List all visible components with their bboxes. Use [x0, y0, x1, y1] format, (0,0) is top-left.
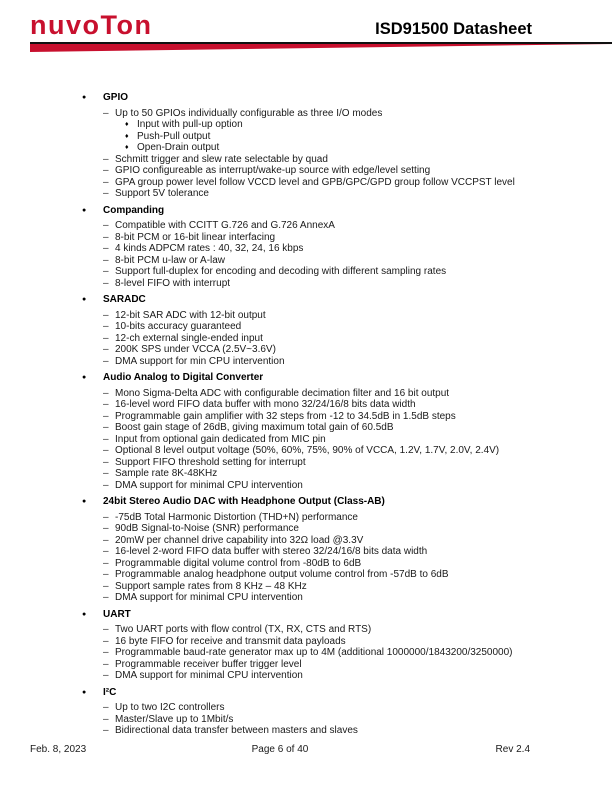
bullet-icon: ●	[82, 374, 87, 381]
dash-icon: –	[103, 647, 109, 658]
feature-item	[82, 266, 582, 278]
dash-icon: –	[103, 468, 109, 479]
dash-icon: –	[103, 624, 109, 635]
section-heading	[82, 92, 582, 104]
feature-item-text: 16-level 2-word FIFO data buffer with stereo 32/24/16/8 bits data width	[115, 546, 428, 557]
footer-page-number: Page 6 of 40	[251, 744, 309, 755]
dash-icon: –	[103, 422, 109, 433]
feature-section	[82, 294, 582, 367]
page-header	[0, 0, 612, 39]
feature-item-text: DMA support for minimal CPU intervention	[115, 670, 303, 681]
dash-icon: –	[103, 254, 109, 266]
feature-item-text: GPIO configureable as interrupt/wake-up source with edge/level setting	[115, 165, 431, 176]
bullet-icon: ●	[82, 688, 87, 696]
feature-item	[82, 636, 582, 648]
feature-item	[82, 422, 582, 434]
feature-item-text: Optional 8 level output voltage (50%, 60%, 75%, 90% of VCCA, 1.2V, 1.7V, 2.0V, 2.4V)	[115, 445, 500, 456]
dash-icon: –	[103, 266, 109, 277]
dash-icon: –	[103, 445, 109, 456]
feature-item	[82, 445, 582, 457]
feature-item	[82, 321, 582, 333]
feature-item-text: 90dB Signal-to-Noise (SNR) performance	[115, 523, 299, 534]
dash-icon: –	[103, 713, 109, 725]
feature-item-text: Sample rate 8K-48KHz	[115, 468, 218, 479]
feature-item	[82, 670, 582, 682]
feature-item-text: DMA support for minimal CPU intervention	[115, 479, 303, 491]
feature-item	[82, 457, 582, 469]
section-heading	[82, 372, 582, 384]
feature-item	[82, 535, 582, 547]
feature-item	[82, 165, 582, 177]
dash-icon: –	[103, 387, 109, 399]
feature-item-text: Programmable baud-rate generator max up to 4M (additional 1000000/1843200/3250000)	[115, 647, 513, 658]
section-title: SARADC	[103, 294, 146, 305]
feature-item-text: Support sample rates from 8 KHz – 48 KHz	[115, 580, 307, 592]
dash-icon: –	[103, 592, 109, 603]
feature-item-text: Boost gain stage of 26dB, giving maximum total gain of 60.5dB	[115, 422, 394, 433]
feature-item	[82, 177, 582, 189]
feature-item	[82, 468, 582, 480]
diamond-icon: ♦	[125, 144, 129, 151]
feature-item	[82, 388, 582, 400]
feature-item-text: Master/Slave up to 1Mbit/s	[115, 713, 234, 725]
section-title: Companding	[103, 204, 165, 216]
feature-item	[82, 243, 582, 255]
feature-item	[82, 592, 582, 604]
section-title: GPIO	[103, 92, 129, 103]
dash-icon: –	[103, 410, 109, 422]
bullet-icon: ●	[82, 206, 87, 214]
dash-icon: –	[103, 188, 109, 199]
bullet-icon: ●	[82, 296, 87, 303]
dash-icon: –	[103, 523, 109, 534]
feature-item	[82, 546, 582, 558]
dash-icon: –	[103, 107, 109, 119]
dash-icon: –	[103, 332, 109, 344]
feature-item-text: Mono Sigma-Delta ADC with configurable decimation filter and 16 bit output	[115, 387, 450, 399]
feature-item	[82, 702, 582, 714]
section-title: UART	[103, 608, 131, 620]
feature-subitem-text: Push-Pull output	[137, 130, 211, 142]
dash-icon: –	[103, 557, 109, 569]
section-title: 24bit Stereo Audio DAC with Headphone Output (Class-AB)	[103, 496, 385, 507]
feature-section	[82, 496, 582, 604]
feature-item-text: Programmable gain amplifier with 32 steps from -12 to 34.5dB in 1.5dB steps	[115, 410, 456, 422]
dash-icon: –	[103, 456, 109, 468]
feature-item-text: 10-bits accuracy guaranteed	[115, 321, 242, 332]
dash-icon: –	[103, 165, 109, 176]
section-heading	[82, 687, 582, 699]
feature-item	[82, 356, 582, 368]
feature-item-text: 8-level FIFO with interrupt	[115, 277, 231, 289]
feature-item-text: Programmable digital volume control from -80dB to 6dB	[115, 557, 362, 569]
feature-subitem	[82, 142, 582, 154]
section-heading	[82, 496, 582, 508]
dash-icon: –	[103, 546, 109, 557]
dash-icon: –	[103, 277, 109, 289]
feature-item	[82, 154, 582, 166]
feature-item-text: 12-ch external single-ended input	[115, 332, 263, 344]
feature-item-text: 12-bit SAR ADC with 12-bit output	[115, 309, 266, 321]
section-heading	[82, 609, 582, 621]
diamond-icon: ♦	[125, 132, 129, 140]
section-title: Audio Analog to Digital Converter	[103, 372, 264, 383]
feature-item	[82, 512, 582, 524]
feature-item-text: Up to two I2C controllers	[115, 702, 225, 713]
feature-item	[82, 647, 582, 659]
feature-item	[82, 659, 582, 671]
feature-item	[82, 558, 582, 570]
dash-icon: –	[103, 580, 109, 592]
dash-icon: –	[103, 479, 109, 491]
feature-item	[82, 232, 582, 244]
feature-item	[82, 581, 582, 593]
feature-item	[82, 108, 582, 120]
header-rule-group	[30, 42, 612, 52]
feature-item-text: Two UART ports with flow control (TX, RX, CTS and RTS)	[115, 624, 372, 635]
feature-item-text: 16-level word FIFO data buffer with mono 32/24/16/8 bits data width	[115, 399, 416, 410]
dash-icon: –	[103, 355, 109, 367]
feature-item	[82, 714, 582, 726]
feature-item-text: Programmable receiver buffer trigger level	[115, 658, 302, 670]
dash-icon: –	[103, 243, 109, 254]
dash-icon: –	[103, 658, 109, 670]
feature-item	[82, 255, 582, 267]
feature-item	[82, 624, 582, 636]
content	[0, 52, 612, 737]
dash-icon: –	[103, 511, 109, 523]
feature-item-text: 20mW per channel drive capability into 32Ω load @3.3V	[115, 534, 364, 546]
feature-subitem-text: Input with pull-up option	[137, 119, 243, 130]
feature-item-text: 8-bit PCM u-law or A-law	[115, 254, 226, 266]
feature-item-text: Input from optional gain dedicated from MIC pin	[115, 433, 326, 445]
feature-subitem	[82, 119, 582, 131]
feature-item-text: Bidirectional data transfer between masters and slaves	[115, 725, 358, 736]
feature-item-text: Schmitt trigger and slew rate selectable by quad	[115, 153, 328, 165]
nuvoton-logo: nuvoTon	[30, 10, 153, 40]
feature-item	[82, 725, 582, 737]
feature-item-text: Up to 50 GPIOs individually configurable as three I/O modes	[115, 107, 383, 119]
feature-section	[82, 205, 582, 290]
feature-subitem	[82, 131, 582, 143]
dash-icon: –	[103, 220, 109, 231]
dash-icon: –	[103, 702, 109, 713]
feature-item-text: 16 byte FIFO for receive and transmit data payloads	[115, 635, 346, 647]
feature-item-text: DMA support for minimal CPU intervention	[115, 592, 303, 603]
feature-item-text: Compatible with CCITT G.726 and G.726 AnnexA	[115, 220, 335, 231]
feature-item-text: Support full-duplex for encoding and decoding with different sampling rates	[115, 266, 447, 277]
dash-icon: –	[103, 433, 109, 445]
dash-icon: –	[103, 176, 109, 188]
diamond-icon: ♦	[125, 121, 129, 128]
feature-section	[82, 372, 582, 491]
feature-section	[82, 92, 582, 200]
dash-icon: –	[103, 534, 109, 546]
dash-icon: –	[103, 231, 109, 243]
feature-section	[82, 687, 582, 737]
feature-section	[82, 609, 582, 682]
dash-icon: –	[103, 344, 109, 355]
feature-item	[82, 399, 582, 411]
feature-item-text: Support 5V tolerance	[115, 188, 209, 199]
feature-item-text: GPA group power level follow VCCD level and GPB/GPC/GPD group follow VCCPST level	[115, 176, 515, 188]
footer-revision: Rev 2.4	[495, 744, 531, 755]
feature-item	[82, 480, 582, 492]
feature-item-text: 200K SPS under VCCA (2.5V~3.6V)	[115, 344, 276, 355]
feature-item-text: -75dB Total Harmonic Distortion (THD+N) performance	[115, 511, 358, 523]
section-heading	[82, 205, 582, 217]
section-title: I²C	[103, 686, 117, 698]
dash-icon: –	[103, 725, 109, 736]
feature-item	[82, 434, 582, 446]
dash-icon: –	[103, 569, 109, 580]
feature-item	[82, 310, 582, 322]
dash-icon: –	[103, 399, 109, 410]
dash-icon: –	[103, 153, 109, 165]
feature-item-text: 8-bit PCM or 16-bit linear interfacing	[115, 231, 276, 243]
feature-subitem-text: Open-Drain output	[137, 142, 220, 153]
bullet-icon: ●	[82, 498, 87, 505]
document-title: ISD91500 Datasheet	[375, 20, 532, 38]
page-footer	[0, 744, 612, 755]
feature-item-text: DMA support for min CPU intervention	[115, 355, 285, 367]
feature-item-text: 4 kinds ADPCM rates : 40, 32, 24, 16 kbps	[115, 243, 304, 254]
header-red-swoosh-icon	[30, 44, 612, 52]
feature-item	[82, 523, 582, 535]
feature-item	[82, 188, 582, 200]
dash-icon: –	[103, 309, 109, 321]
bullet-icon: ●	[82, 94, 87, 101]
footer-date: Feb. 8, 2023	[30, 744, 87, 755]
feature-item	[82, 220, 582, 232]
feature-item-text: Programmable analog headphone output volume control from -57dB to 6dB	[115, 569, 449, 580]
feature-item-text: Support FIFO threshold setting for interrupt	[115, 456, 306, 468]
feature-item	[82, 344, 582, 356]
feature-item	[82, 333, 582, 345]
bullet-icon: ●	[82, 610, 87, 618]
section-heading	[82, 294, 582, 306]
feature-item	[82, 411, 582, 423]
feature-item	[82, 278, 582, 290]
dash-icon: –	[103, 670, 109, 681]
feature-item	[82, 569, 582, 581]
dash-icon: –	[103, 635, 109, 647]
dash-icon: –	[103, 321, 109, 332]
